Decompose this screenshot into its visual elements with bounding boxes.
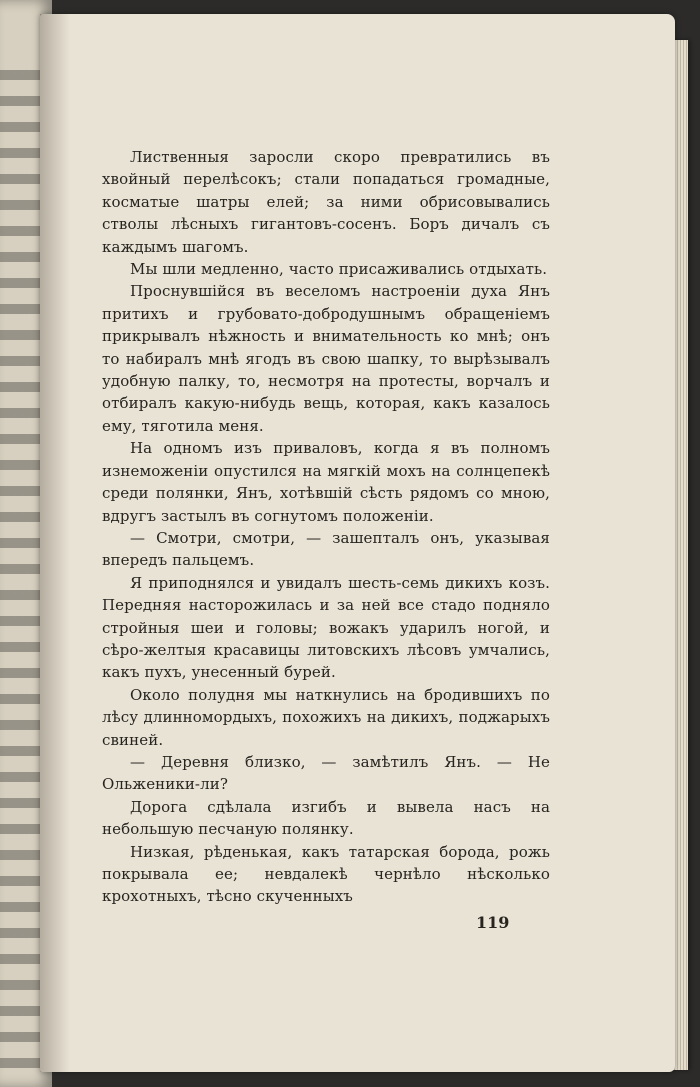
book-page <box>40 14 675 1072</box>
page-number: 119 <box>476 913 510 932</box>
paragraph: На одномъ изъ приваловъ, когда я въ полномъ изнеможеніи опустился на мягкій мохъ на солнцепекѣ среди полянки, Янъ, хотѣвшій сѣсть рядомъ со мною, вдругъ застылъ въ согнутомъ положеніи. <box>102 439 550 525</box>
paragraph: Дорога сдѣлала изгибъ и вывела насъ на небольшую песчаную полянку. <box>102 797 550 839</box>
paragraph: Мы шли медленно, часто присаживались отдыхать. <box>130 260 548 279</box>
paragraph: Около полудня мы наткнулись на бродившихъ по лѣсу длинномордыхъ, похожихъ на дикихъ, поджарыхъ свиней. <box>102 685 550 749</box>
paragraph: Низкая, рѣденькая, какъ татарская борода, рожь покрывала ее; невдалекѣ чернѣло нѣсколько крохотныхъ, тѣсно скученныхъ <box>102 842 550 906</box>
body-text <box>102 146 550 908</box>
paragraph: Проснувшійся въ веселомъ настроеніи духа Янъ притихъ и грубовато-добродушнымъ обращеніемъ прикрывалъ нѣжность и внимательность ко мнѣ; онъ то набиралъ мнѣ ягодъ въ свою шапку, то вырѣзывалъ удобную палку, то, несмотря на протесты, ворчалъ и отбиралъ какую-нибудь вещь, которая, какъ казалось ему, тяготила меня. <box>102 282 550 435</box>
left-page-text-fragment <box>0 70 40 1070</box>
paragraph: Лиственныя заросли скоро превратились въ хвойный перелѣсокъ; стали попадаться громадные, косматые шатры елей; за ними обрисовывались стволы лѣсныхъ гигантовъ-сосенъ. Боръ дичалъ съ каждымъ шагомъ. <box>102 148 550 256</box>
paragraph: Я приподнялся и увидалъ шесть-семь дикихъ козъ. Передняя насторожилась и за ней все стадо подняло стройныя шеи и головы; вожакъ ударилъ ногой, и сѣро-желтыя красавицы литовскихъ лѣсовъ умчались, какъ пухъ, унесенный бурей. <box>102 573 550 682</box>
gutter-shadow <box>40 14 70 1072</box>
paragraph: — Смотри, смотри, — зашепталъ онъ, указывая впередъ пальцемъ. <box>102 528 550 570</box>
paragraph: — Деревня близко, — замѣтилъ Янъ. — Не Ольженики-ли? <box>102 752 550 794</box>
